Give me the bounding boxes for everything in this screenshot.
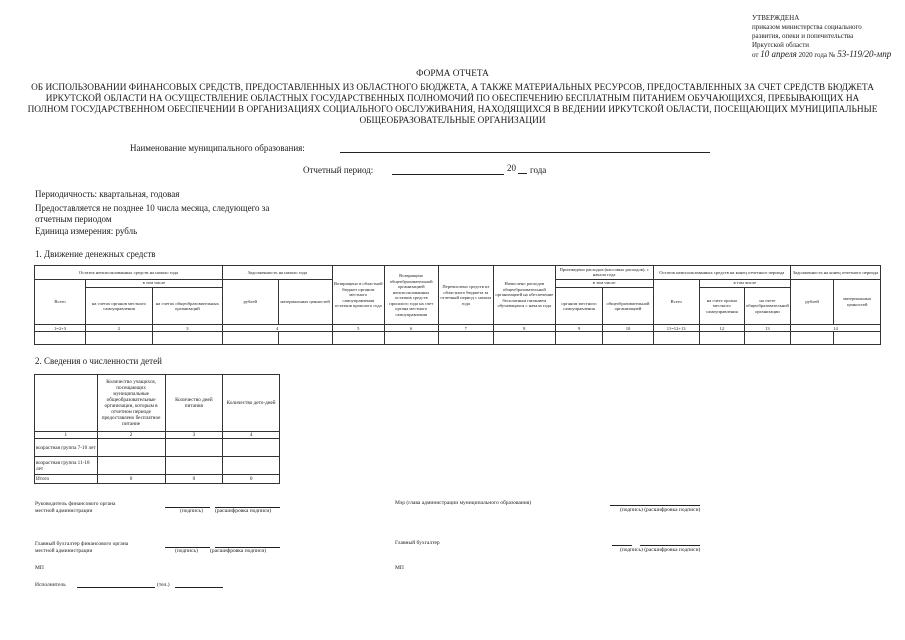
data-cell[interactable] xyxy=(223,439,280,457)
section1-title: 1. Движение денежных средств xyxy=(35,249,156,259)
subtitle-line: ПОЛНОМ ГОСУДАРСТВЕННОМ ОБЕСПЕЧЕНИИ В ОРГАНИЗАЦИЯХ СОЦИАЛЬНОГО ОБСЛУЖИВАНИЯ, НАХОДЯЩИХСЯ В ВЕДЕНИИ ИРКУТСКОЙ ОБЛАСТИ, ПОСЕЩАЮЩИХ МУНИЦИПАЛЬНЫЕ xyxy=(27,105,878,115)
col-num: 5 xyxy=(332,325,384,332)
approval-line: развития, опеки и попечительства xyxy=(752,32,854,40)
total-label: Итого xyxy=(35,475,98,484)
header-days: Количество дней питания xyxy=(165,375,223,432)
header-be-total: Всего xyxy=(653,279,699,325)
stamp-label: МП xyxy=(395,565,404,571)
col-num: 2 xyxy=(86,325,153,332)
sign-decode-caption: (подпись) (расшифровка подписи) xyxy=(620,507,701,513)
col-num: 3 xyxy=(165,432,223,439)
approval-block xyxy=(752,14,902,60)
header-empty xyxy=(35,375,98,432)
approval-date: 10 апреля xyxy=(760,49,797,59)
executor-line[interactable] xyxy=(77,586,155,588)
total-cell: 0 xyxy=(223,475,280,484)
header-balance-start: Остаток неиспользованных средств на начало года xyxy=(35,266,223,280)
header-fin: рублей xyxy=(222,279,278,325)
section2-title: 2. Сведения о численности детей xyxy=(35,356,162,366)
col-num: 8 xyxy=(494,325,555,332)
data-cell[interactable] xyxy=(165,439,223,457)
col-num: 4 xyxy=(222,325,332,332)
acc-fin-label: Главный бухгалтер финансового органа местной администрации xyxy=(35,541,129,554)
header-incl: в том числе xyxy=(86,279,223,287)
signature-line[interactable] xyxy=(612,544,632,546)
data-cell[interactable] xyxy=(97,457,165,475)
header-be-2: на счете общеобразовательной организации xyxy=(744,287,790,324)
data-cell[interactable] xyxy=(603,332,653,345)
header-balance-end: Остаток неиспользованных средств на конец отчетного периода xyxy=(653,266,790,280)
header-spent-incl: в том числе xyxy=(555,279,653,287)
header-accrued: Начислено расходов общеобразовательной организацией на обеспечение бесплатным питанием обучающихся с начала года xyxy=(494,266,555,325)
form-title: ФОРМА ОТЧЕТА xyxy=(416,69,489,79)
signature-line[interactable] xyxy=(640,544,700,546)
header-transferred: Перечислено средств из областного бюджета за отчетный период с начала года xyxy=(438,266,494,325)
approval-line: Иркутской области xyxy=(752,41,810,49)
row-label: возрастная группа 11-18 лет xyxy=(35,457,98,475)
stamp-label: МП xyxy=(35,565,44,571)
data-cell[interactable] xyxy=(332,332,384,345)
subtitle-line: ОБЩЕОБРАЗОВАТЕЛЬНЫЕ ОРГАНИЗАЦИИ xyxy=(359,116,546,126)
col-num: 12 xyxy=(699,325,744,332)
data-cell[interactable] xyxy=(653,332,699,345)
children-table xyxy=(34,374,280,484)
sign-decode-caption: (подпись) (расшифровка подписи) xyxy=(620,547,701,553)
data-cell[interactable] xyxy=(790,332,834,345)
row-label: возрастная группа 7-10 лет xyxy=(35,439,98,457)
col-num: 14 xyxy=(790,325,880,332)
data-cell[interactable] xyxy=(97,439,165,457)
data-cell[interactable] xyxy=(834,332,881,345)
header-de-mat: материальных ценностей xyxy=(834,279,881,325)
header-mat: материальных ценностей xyxy=(278,279,332,325)
col-num: 2 xyxy=(97,432,165,439)
approval-line: УТВЕРЖДЕНА xyxy=(752,14,800,22)
col-num: 3 xyxy=(152,325,222,332)
acc-label: Главный бухгалтер xyxy=(395,540,440,546)
header-debt-end: Задолженность на конец отчетного периода xyxy=(790,266,880,280)
col-num: 4 xyxy=(223,432,280,439)
subtitle-line: ОБ ИСПОЛЬЗОВАНИИ ФИНАНСОВЫХ СРЕДСТВ, ПРЕДОСТАВЛЕННЫХ ИЗ ОБЛАСТНОГО БЮДЖЕТА, А ТАКЖЕ МАТЕРИАЛЬНЫХ РЕСУРСОВ, ПРЕДОСТАВЛЕННЫХ ЗА СЧЕТ СРЕДСТВ БЮДЖЕТА xyxy=(31,83,874,93)
header-debt-start: Задолженность на начало года xyxy=(222,266,332,280)
approval-date-line: от 10 апреля 2020 года № 53-119/20-мпр xyxy=(752,49,892,59)
approval-line: приказом министерства социального xyxy=(752,23,862,31)
col-num: 10 xyxy=(603,325,653,332)
data-cell[interactable] xyxy=(222,332,278,345)
col-num: 9 xyxy=(555,325,603,332)
data-cell[interactable] xyxy=(744,332,790,345)
decode-caption: (расшифровка подписи) xyxy=(215,508,272,514)
header-bs-1: на счетах органов местного самоуправления xyxy=(86,287,153,324)
data-cell[interactable] xyxy=(152,332,222,345)
subtitle-line: ИРКУТСКОЙ ОБЛАСТИ НА ОСУЩЕСТВЛЕНИЕ ОБЛАСТНЫХ ГОСУДАРСТВЕННЫХ ПОЛНОМОЧИЙ ПО ОБЕСПЕЧЕНИЮ БЕСПЛАТНЫМ ПИТАНИЕМ ОБУЧАЮЩИХСЯ, ПРЕБЫВАЮЩИХ НА xyxy=(45,94,860,104)
funds-table xyxy=(34,265,881,345)
data-cell[interactable] xyxy=(278,332,332,345)
sign-caption: (подпись) xyxy=(175,548,198,554)
year-prefix: 20 xyxy=(507,163,516,173)
data-cell[interactable] xyxy=(35,332,86,345)
header-count: Количество учащихся, посещающих муниципальные общеобразовательные организации, которым в отчетном периоде предоставлено бесплатное питание xyxy=(97,375,165,432)
municipality-label: Наименование муниципального образования: xyxy=(130,143,305,153)
periodicity-text: Периодичность: квартальная, годовая xyxy=(35,189,180,199)
unit-text: Единица измерения: рубль xyxy=(35,226,138,236)
total-cell: 0 xyxy=(165,475,223,484)
col-num: 7 xyxy=(438,325,494,332)
data-cell[interactable] xyxy=(555,332,603,345)
tel-line[interactable] xyxy=(175,586,223,588)
data-cell[interactable] xyxy=(223,457,280,475)
col-num: 1=2+3 xyxy=(35,325,86,332)
data-cell[interactable] xyxy=(165,457,223,475)
sign-caption: (подпись) xyxy=(180,508,203,514)
data-cell[interactable] xyxy=(384,332,438,345)
col-num: 1 xyxy=(35,432,98,439)
header-sp-2: общеобразовательной организацией xyxy=(603,287,653,324)
signature-line[interactable] xyxy=(610,504,700,506)
header-de-fin: рублей xyxy=(790,279,834,325)
head-fin-label: Руководитель финансового органа местной администрации xyxy=(35,501,116,514)
header-returned: Возвращено в областной бюджет органом местного самоуправления остатков прошлого года xyxy=(332,266,384,325)
col-num: 11=12+13 xyxy=(653,325,699,332)
deadline-text: отчетным периодом xyxy=(35,214,112,224)
executor-label: Исполнитель xyxy=(35,582,66,588)
municipality-input-line[interactable] xyxy=(340,151,710,153)
tel-label: (тел.) xyxy=(157,582,170,588)
col-num: 6 xyxy=(384,325,438,332)
data-cell[interactable] xyxy=(86,332,153,345)
data-cell[interactable] xyxy=(494,332,555,345)
period-input-line[interactable] xyxy=(392,173,504,175)
year-suffix: года xyxy=(530,165,547,175)
decode-caption: (расшифровка подписи) xyxy=(210,548,267,554)
header-total: Всего xyxy=(35,279,86,325)
header-sp-1: органом местного самоуправления xyxy=(555,287,603,324)
header-bs-2: на счетах общеобразовательных организаций xyxy=(152,287,222,324)
total-cell: 0 xyxy=(97,475,165,484)
header-be-1: на счете органа местного самоуправления xyxy=(699,287,744,324)
data-cell[interactable] xyxy=(699,332,744,345)
header-spent: Произведено расходов (кассовых расходов), с начала года xyxy=(555,266,653,280)
mayor-label: Мэр (глава администрации муниципального образования) xyxy=(395,500,532,506)
approval-number: 53-119/20-мпр xyxy=(837,49,892,59)
period-label: Отчетный период: xyxy=(303,165,374,175)
header-be-incl: в том числе xyxy=(699,279,790,287)
deadline-text: Предоставляется не позднее 10 числа месяца, следующего за xyxy=(35,203,270,213)
header-restored: Возвращено общеобразовательной организацией неиспользованных остатков средств прошлого года на счет органа местного самоуправления xyxy=(384,266,438,325)
year-input-line[interactable] xyxy=(518,172,527,174)
header-childdays: Количество дето-дней xyxy=(223,375,280,432)
data-cell[interactable] xyxy=(438,332,494,345)
col-num: 13 xyxy=(744,325,790,332)
